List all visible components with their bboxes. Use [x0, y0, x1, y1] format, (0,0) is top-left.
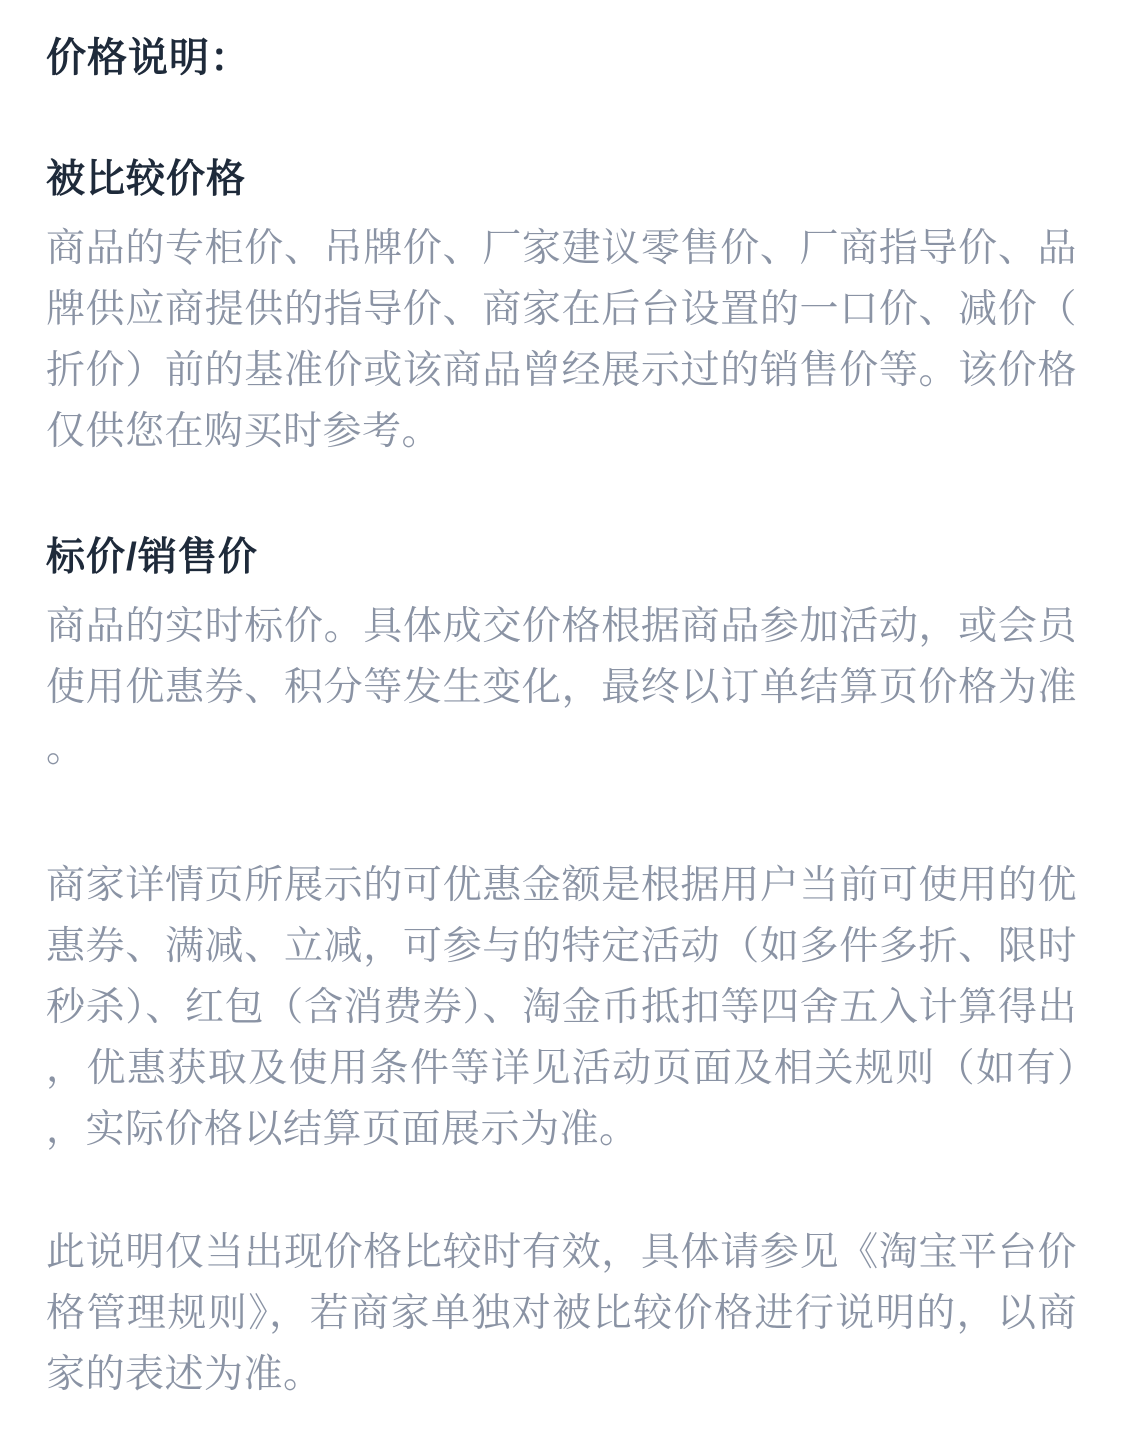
page-title: 价格说明：	[46, 36, 251, 80]
heading-list-price: 标价/销售价	[46, 536, 258, 579]
section-compared-price	[46, 152, 1077, 462]
heading-compared-price: 被比较价格	[46, 158, 247, 201]
paragraph-price-comparison-validity: 此说明仅当出现价格比较时有效，具体请参见《淘宝平台价格管理规则》，若商家单独对被比较价格进行说明的，以商家的表述为准。	[46, 1231, 1077, 1396]
section-list-price	[46, 530, 1077, 779]
paragraph-list-price-desc: 商品的实时标价。具体成交价格根据商品参加活动，或会员使用优惠券、积分等发生变化，最终以订单结算页价格为准。	[46, 605, 1077, 770]
paragraph-compared-price-desc: 商品的专柜价、吊牌价、厂家建议零售价、厂商指导价、品牌供应商提供的指导价、商家在后台设置的一口价、减价（折价）前的基准价或该商品曾经展示过的销售价等。该价格仅供您在购买时参考。	[46, 227, 1077, 453]
paragraph-discount-calculation: 商家详情页所展示的可优惠金额是根据用户当前可使用的优惠券、满减、立减，可参与的特定活动（如多件多折、限时秒杀）、红包（含消费券）、淘金币抵扣等四舍五入计算得出，优惠获取及使用条件等详见活动页面及相关规则（如有），实际价格以结算页面展示为准。	[46, 864, 1077, 1151]
